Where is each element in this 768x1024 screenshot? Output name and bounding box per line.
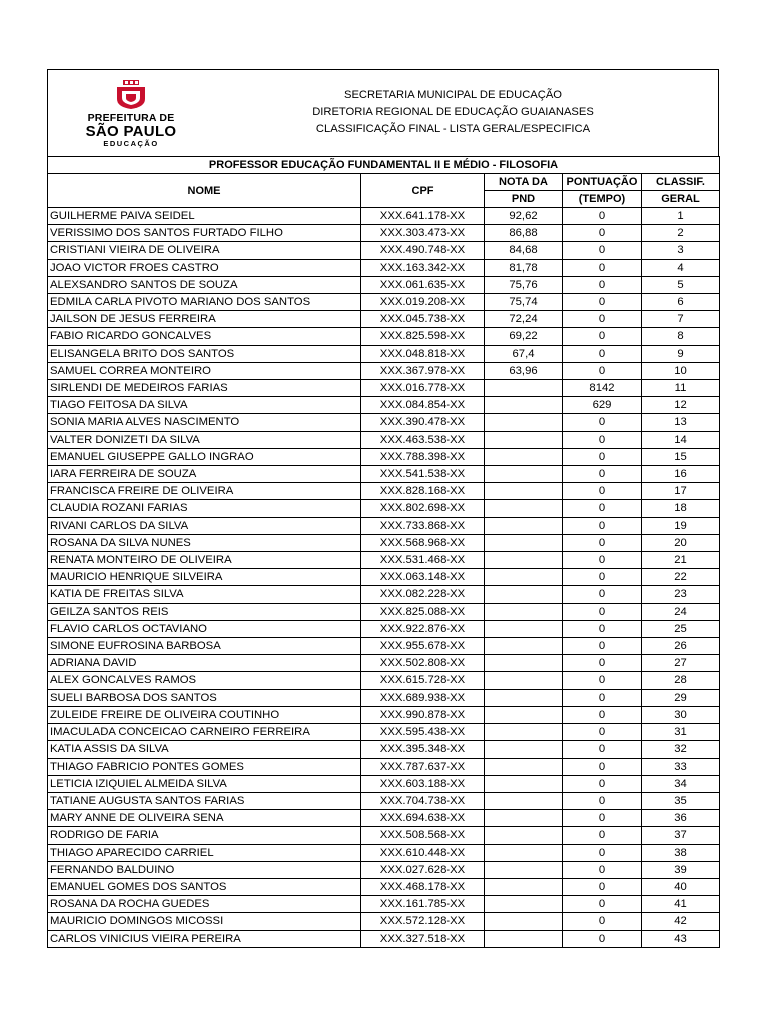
cell-nome: FERNANDO BALDUINO — [48, 861, 361, 878]
table-row — [48, 638, 720, 655]
cell-classif: 23 — [642, 586, 720, 603]
cell-cpf: XXX.733.868-XX — [361, 517, 485, 534]
table-row — [48, 913, 720, 930]
cell-cpf: XXX.390.478-XX — [361, 414, 485, 431]
cell-nota — [485, 844, 563, 861]
cell-nome: THIAGO FABRICIO PONTES GOMES — [48, 758, 361, 775]
title-line3: CLASSIFICAÇÃO FINAL - LISTA GERAL/ESPECIFICA — [315, 123, 591, 135]
cell-classif: 16 — [642, 466, 720, 483]
cell-classif: 41 — [642, 896, 720, 913]
table-row — [48, 414, 720, 431]
cell-cpf: XXX.303.473-XX — [361, 225, 485, 242]
cell-classif: 43 — [642, 930, 720, 947]
cell-nota: 75,74 — [485, 294, 563, 311]
header-titles — [188, 87, 718, 138]
cell-cpf: XXX.163.342-XX — [361, 259, 485, 276]
cell-pontuacao: 0 — [563, 225, 642, 242]
cell-classif: 5 — [642, 276, 720, 293]
cell-classif: 26 — [642, 638, 720, 655]
cell-nota: 75,76 — [485, 276, 563, 293]
cell-nota — [485, 534, 563, 551]
column-header-classif: CLASSIF. — [642, 174, 720, 191]
cell-nota — [485, 483, 563, 500]
cell-classif: 22 — [642, 569, 720, 586]
cell-nota: 72,24 — [485, 311, 563, 328]
cell-cpf: XXX.572.128-XX — [361, 913, 485, 930]
cell-pontuacao: 8142 — [563, 380, 642, 397]
cell-cpf: XXX.825.088-XX — [361, 603, 485, 620]
table-row — [48, 861, 720, 878]
table-row — [48, 930, 720, 947]
table-row — [48, 672, 720, 689]
cell-nome: TATIANE AUGUSTA SANTOS FARIAS — [48, 792, 361, 809]
cell-cpf: XXX.802.698-XX — [361, 500, 485, 517]
cell-nome: MAURICIO DOMINGOS MICOSSI — [48, 913, 361, 930]
cell-pontuacao: 0 — [563, 878, 642, 895]
cell-classif: 9 — [642, 345, 720, 362]
table-row — [48, 620, 720, 637]
cell-classif: 29 — [642, 689, 720, 706]
table-row — [48, 758, 720, 775]
cell-nota — [485, 448, 563, 465]
cell-pontuacao: 0 — [563, 534, 642, 551]
cell-nota — [485, 861, 563, 878]
table-row — [48, 208, 720, 225]
cell-nota — [485, 775, 563, 792]
cell-pontuacao: 0 — [563, 552, 642, 569]
cell-pontuacao: 0 — [563, 259, 642, 276]
cell-nome: JOAO VICTOR FROES CASTRO — [48, 259, 361, 276]
cell-classif: 42 — [642, 913, 720, 930]
cell-classif: 14 — [642, 431, 720, 448]
cell-nome: FRANCISCA FREIRE DE OLIVEIRA — [48, 483, 361, 500]
cell-cpf: XXX.689.938-XX — [361, 689, 485, 706]
cell-nome: LETICIA IZIQUIEL ALMEIDA SILVA — [48, 775, 361, 792]
cell-cpf: XXX.922.876-XX — [361, 620, 485, 637]
cell-nome: KATIA DE FREITAS SILVA — [48, 586, 361, 603]
table-row — [48, 242, 720, 259]
cell-classif: 3 — [642, 242, 720, 259]
cell-classif: 18 — [642, 500, 720, 517]
table-row — [48, 362, 720, 379]
logo-line2: SÃO PAULO — [85, 123, 177, 140]
cell-classif: 24 — [642, 603, 720, 620]
column-header-pontuacao: PONTUAÇÃO — [563, 174, 642, 191]
table-row — [48, 586, 720, 603]
column-header-pontuacao-sub: (TEMPO) — [563, 191, 642, 208]
cell-pontuacao: 0 — [563, 208, 642, 225]
title-line2: DIRETORIA REGIONAL DE EDUCAÇÃO GUAIANASES — [312, 106, 594, 118]
table-row — [48, 655, 720, 672]
table-row — [48, 603, 720, 620]
cell-pontuacao: 0 — [563, 775, 642, 792]
cell-nota — [485, 397, 563, 414]
table-row — [48, 724, 720, 741]
cell-cpf: XXX.788.398-XX — [361, 448, 485, 465]
cell-pontuacao: 0 — [563, 689, 642, 706]
cell-cpf: XXX.045.738-XX — [361, 311, 485, 328]
cell-cpf: XXX.541.538-XX — [361, 466, 485, 483]
cell-pontuacao: 0 — [563, 913, 642, 930]
cell-classif: 8 — [642, 328, 720, 345]
cell-nota — [485, 810, 563, 827]
cell-nota — [485, 603, 563, 620]
cell-classif: 13 — [642, 414, 720, 431]
cell-classif: 10 — [642, 362, 720, 379]
cell-pontuacao: 0 — [563, 672, 642, 689]
cell-nota — [485, 758, 563, 775]
classification-table — [47, 156, 720, 948]
cell-cpf: XXX.016.778-XX — [361, 380, 485, 397]
table-row — [48, 775, 720, 792]
cell-pontuacao: 0 — [563, 431, 642, 448]
cell-nome: THIAGO APARECIDO CARRIEL — [48, 844, 361, 861]
cell-nota — [485, 586, 563, 603]
cell-cpf: XXX.082.228-XX — [361, 586, 485, 603]
table-row — [48, 552, 720, 569]
cell-cpf: XXX.027.628-XX — [361, 861, 485, 878]
cell-nota — [485, 672, 563, 689]
cell-pontuacao: 0 — [563, 758, 642, 775]
table-row — [48, 706, 720, 723]
cell-nome: GEILZA SANTOS REIS — [48, 603, 361, 620]
cell-nome: IMACULADA CONCEICAO CARNEIRO FERREIRA — [48, 724, 361, 741]
cell-pontuacao: 0 — [563, 861, 642, 878]
cell-pontuacao: 0 — [563, 844, 642, 861]
cell-cpf: XXX.048.818-XX — [361, 345, 485, 362]
cell-cpf: XXX.502.808-XX — [361, 655, 485, 672]
cell-nome: FABIO RICARDO GONCALVES — [48, 328, 361, 345]
cell-cpf: XXX.084.854-XX — [361, 397, 485, 414]
cell-cpf: XXX.395.348-XX — [361, 741, 485, 758]
cell-cpf: XXX.825.598-XX — [361, 328, 485, 345]
cell-cpf: XXX.508.568-XX — [361, 827, 485, 844]
cell-nome: SIRLENDI DE MEDEIROS FARIAS — [48, 380, 361, 397]
cell-classif: 11 — [642, 380, 720, 397]
cell-pontuacao: 0 — [563, 483, 642, 500]
cell-classif: 32 — [642, 741, 720, 758]
cell-pontuacao: 0 — [563, 792, 642, 809]
cell-pontuacao: 0 — [563, 586, 642, 603]
cell-pontuacao: 0 — [563, 311, 642, 328]
cell-classif: 4 — [642, 259, 720, 276]
cell-nome: ROSANA DA SILVA NUNES — [48, 534, 361, 551]
cell-classif: 33 — [642, 758, 720, 775]
cell-nota: 92,62 — [485, 208, 563, 225]
cell-nome: VALTER DONIZETI DA SILVA — [48, 431, 361, 448]
cell-nome: RENATA MONTEIRO DE OLIVEIRA — [48, 552, 361, 569]
column-header-cpf: CPF — [361, 174, 485, 208]
cell-nome: KATIA ASSIS DA SILVA — [48, 741, 361, 758]
cell-nota: 63,96 — [485, 362, 563, 379]
cell-pontuacao: 0 — [563, 448, 642, 465]
coat-of-arms-icon — [114, 80, 148, 110]
cell-nome: SONIA MARIA ALVES NASCIMENTO — [48, 414, 361, 431]
cell-pontuacao: 0 — [563, 328, 642, 345]
cell-nome: ELISANGELA BRITO DOS SANTOS — [48, 345, 361, 362]
cell-nome: MARY ANNE DE OLIVEIRA SENA — [48, 810, 361, 827]
cell-pontuacao: 0 — [563, 724, 642, 741]
table-row — [48, 844, 720, 861]
cell-pontuacao: 0 — [563, 638, 642, 655]
cell-nome: ROSANA DA ROCHA GUEDES — [48, 896, 361, 913]
cell-classif: 39 — [642, 861, 720, 878]
table-row — [48, 827, 720, 844]
cell-nome: SUELI BARBOSA DOS SANTOS — [48, 689, 361, 706]
cell-classif: 21 — [642, 552, 720, 569]
cell-classif: 15 — [642, 448, 720, 465]
table-row — [48, 431, 720, 448]
column-header-nota-sub: PND — [485, 191, 563, 208]
cell-classif: 38 — [642, 844, 720, 861]
cell-nome: IARA FERREIRA DE SOUZA — [48, 466, 361, 483]
title-line1: SECRETARIA MUNICIPAL DE EDUCAÇÃO — [344, 89, 562, 101]
cell-nota — [485, 913, 563, 930]
cell-nota — [485, 638, 563, 655]
cell-nota — [485, 655, 563, 672]
cell-cpf: XXX.019.208-XX — [361, 294, 485, 311]
cell-classif: 34 — [642, 775, 720, 792]
cell-nota: 67,4 — [485, 345, 563, 362]
cell-pontuacao: 0 — [563, 500, 642, 517]
cell-nota — [485, 414, 563, 431]
cell-nome: RODRIGO DE FARIA — [48, 827, 361, 844]
cell-nome: CRISTIANI VIEIRA DE OLIVEIRA — [48, 242, 361, 259]
cell-pontuacao: 0 — [563, 741, 642, 758]
cell-nome: VERISSIMO DOS SANTOS FURTADO FILHO — [48, 225, 361, 242]
cell-nome: EMANUEL GIUSEPPE GALLO INGRAO — [48, 448, 361, 465]
cell-pontuacao: 0 — [563, 930, 642, 947]
table-row — [48, 878, 720, 895]
cell-classif: 12 — [642, 397, 720, 414]
logo-line1: PREFEITURA DE — [87, 112, 175, 124]
table-row — [48, 397, 720, 414]
table-row — [48, 276, 720, 293]
cell-cpf: XXX.367.978-XX — [361, 362, 485, 379]
cell-cpf: XXX.603.188-XX — [361, 775, 485, 792]
cell-classif: 36 — [642, 810, 720, 827]
cell-cpf: XXX.990.878-XX — [361, 706, 485, 723]
cell-nota: 84,68 — [485, 242, 563, 259]
cell-pontuacao: 629 — [563, 397, 642, 414]
table-row — [48, 500, 720, 517]
cell-nota — [485, 827, 563, 844]
cell-cpf: XXX.955.678-XX — [361, 638, 485, 655]
cell-nome: CLAUDIA ROZANI FARIAS — [48, 500, 361, 517]
document-header — [47, 69, 719, 156]
cell-cpf: XXX.061.635-XX — [361, 276, 485, 293]
cell-pontuacao: 0 — [563, 810, 642, 827]
cell-nota: 81,78 — [485, 259, 563, 276]
cell-cpf: XXX.063.148-XX — [361, 569, 485, 586]
cell-pontuacao: 0 — [563, 569, 642, 586]
cell-classif: 19 — [642, 517, 720, 534]
cell-cpf: XXX.595.438-XX — [361, 724, 485, 741]
cell-nome: EMANUEL GOMES DOS SANTOS — [48, 878, 361, 895]
table-row — [48, 225, 720, 242]
cell-nota — [485, 896, 563, 913]
table-row — [48, 810, 720, 827]
column-header-nota: NOTA DA — [485, 174, 563, 191]
table-row — [48, 380, 720, 397]
cell-cpf: XXX.828.168-XX — [361, 483, 485, 500]
cell-pontuacao: 0 — [563, 294, 642, 311]
cell-nota — [485, 689, 563, 706]
cell-cpf: XXX.787.637-XX — [361, 758, 485, 775]
logo-line3: EDUCAÇÃO — [103, 139, 159, 148]
cell-nome: ADRIANA DAVID — [48, 655, 361, 672]
column-header-classif-sub: GERAL — [642, 191, 720, 208]
cell-nome: RIVANI CARLOS DA SILVA — [48, 517, 361, 534]
cell-pontuacao: 0 — [563, 620, 642, 637]
table-row — [48, 311, 720, 328]
section-title: PROFESSOR EDUCAÇÃO FUNDAMENTAL II E MÉDIO - FILOSOFIA — [48, 157, 720, 174]
cell-nome: CARLOS VINICIUS VIEIRA PEREIRA — [48, 930, 361, 947]
cell-nota — [485, 380, 563, 397]
cell-pontuacao: 0 — [563, 655, 642, 672]
table-row — [48, 741, 720, 758]
cell-cpf: XXX.694.638-XX — [361, 810, 485, 827]
cell-nome: ALEX GONCALVES RAMOS — [48, 672, 361, 689]
cell-nota — [485, 741, 563, 758]
cell-pontuacao: 0 — [563, 345, 642, 362]
cell-nota — [485, 792, 563, 809]
cell-cpf: XXX.615.728-XX — [361, 672, 485, 689]
cell-classif: 40 — [642, 878, 720, 895]
table-row — [48, 689, 720, 706]
cell-cpf: XXX.704.738-XX — [361, 792, 485, 809]
cell-nome: SIMONE EUFROSINA BARBOSA — [48, 638, 361, 655]
cell-cpf: XXX.490.748-XX — [361, 242, 485, 259]
table-row — [48, 534, 720, 551]
cell-nome: MAURICIO HENRIQUE SILVEIRA — [48, 569, 361, 586]
cell-pontuacao: 0 — [563, 517, 642, 534]
cell-cpf: XXX.463.538-XX — [361, 431, 485, 448]
cell-classif: 7 — [642, 311, 720, 328]
table-row — [48, 294, 720, 311]
cell-classif: 30 — [642, 706, 720, 723]
cell-nota — [485, 724, 563, 741]
cell-nota: 69,22 — [485, 328, 563, 345]
table-row — [48, 328, 720, 345]
cell-nota — [485, 569, 563, 586]
cell-pontuacao: 0 — [563, 242, 642, 259]
cell-pontuacao: 0 — [563, 466, 642, 483]
cell-nota — [485, 517, 563, 534]
table-row — [48, 896, 720, 913]
cell-nota — [485, 620, 563, 637]
cell-classif: 25 — [642, 620, 720, 637]
table-row — [48, 259, 720, 276]
cell-pontuacao: 0 — [563, 706, 642, 723]
cell-classif: 2 — [642, 225, 720, 242]
cell-classif: 35 — [642, 792, 720, 809]
cell-classif: 20 — [642, 534, 720, 551]
column-header-row — [48, 174, 720, 191]
cell-cpf: XXX.568.968-XX — [361, 534, 485, 551]
cell-classif: 1 — [642, 208, 720, 225]
prefeitura-logo — [76, 80, 186, 150]
document-sheet — [47, 69, 719, 948]
cell-nota — [485, 930, 563, 947]
cell-classif: 27 — [642, 655, 720, 672]
cell-pontuacao: 0 — [563, 276, 642, 293]
cell-pontuacao: 0 — [563, 362, 642, 379]
cell-cpf: XXX.161.785-XX — [361, 896, 485, 913]
cell-cpf: XXX.468.178-XX — [361, 878, 485, 895]
cell-nome: JAILSON DE JESUS FERREIRA — [48, 311, 361, 328]
cell-nome: SAMUEL CORREA MONTEIRO — [48, 362, 361, 379]
table-row — [48, 345, 720, 362]
section-title-row — [48, 157, 720, 174]
cell-cpf: XXX.610.448-XX — [361, 844, 485, 861]
cell-pontuacao: 0 — [563, 896, 642, 913]
cell-classif: 31 — [642, 724, 720, 741]
cell-cpf: XXX.641.178-XX — [361, 208, 485, 225]
cell-nome: EDMILA CARLA PIVOTO MARIANO DOS SANTOS — [48, 294, 361, 311]
cell-classif: 17 — [642, 483, 720, 500]
cell-classif: 6 — [642, 294, 720, 311]
cell-nome: TIAGO FEITOSA DA SILVA — [48, 397, 361, 414]
cell-nome: ALEXSANDRO SANTOS DE SOUZA — [48, 276, 361, 293]
table-row — [48, 448, 720, 465]
cell-nome: FLAVIO CARLOS OCTAVIANO — [48, 620, 361, 637]
cell-nota — [485, 706, 563, 723]
table-row — [48, 569, 720, 586]
cell-nota — [485, 466, 563, 483]
cell-pontuacao: 0 — [563, 827, 642, 844]
table-row — [48, 483, 720, 500]
cell-cpf: XXX.327.518-XX — [361, 930, 485, 947]
cell-nome: ZULEIDE FREIRE DE OLIVEIRA COUTINHO — [48, 706, 361, 723]
cell-pontuacao: 0 — [563, 603, 642, 620]
cell-nota: 86,88 — [485, 225, 563, 242]
cell-nota — [485, 500, 563, 517]
table-row — [48, 792, 720, 809]
cell-nome: GUILHERME PAIVA SEIDEL — [48, 208, 361, 225]
cell-classif: 37 — [642, 827, 720, 844]
cell-nota — [485, 878, 563, 895]
cell-cpf: XXX.531.468-XX — [361, 552, 485, 569]
column-header-nome: NOME — [48, 174, 361, 208]
cell-pontuacao: 0 — [563, 414, 642, 431]
table-row — [48, 466, 720, 483]
cell-nota — [485, 431, 563, 448]
table-row — [48, 517, 720, 534]
cell-nota — [485, 552, 563, 569]
cell-classif: 28 — [642, 672, 720, 689]
table-body — [48, 208, 720, 948]
